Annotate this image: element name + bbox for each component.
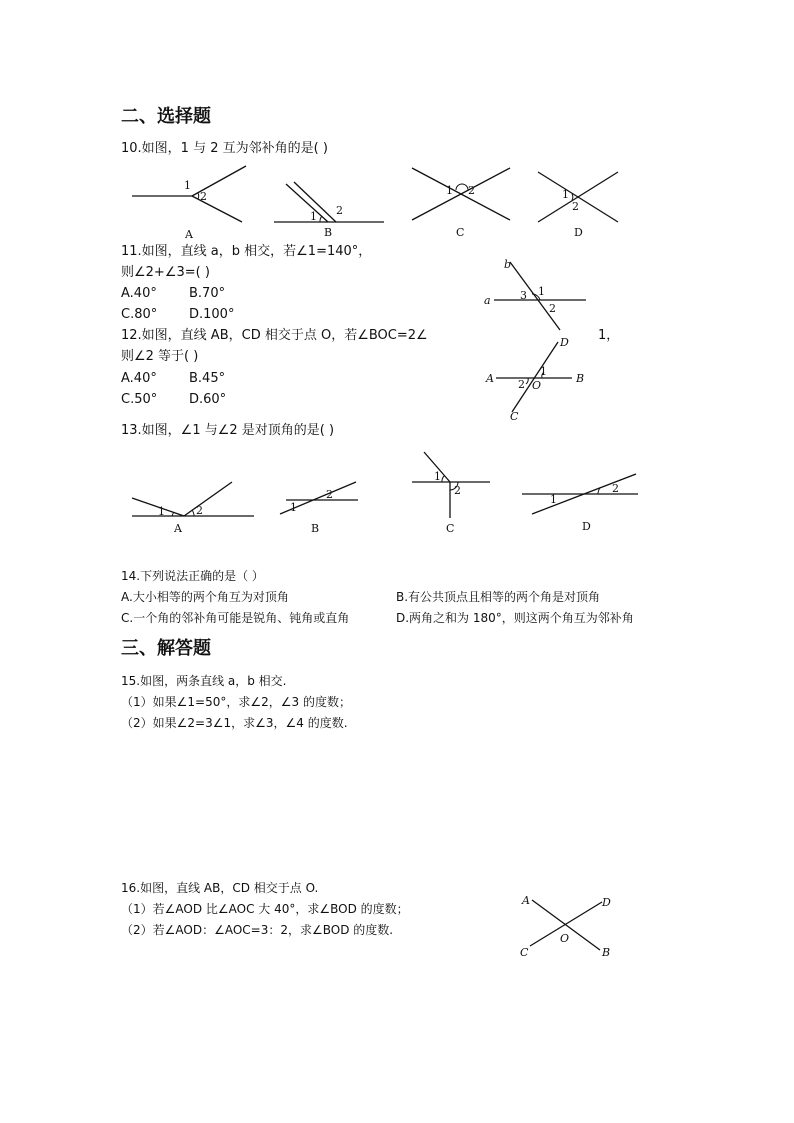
question-12-option-c: C.50° <box>121 392 158 407</box>
q13b-caption: B <box>311 522 320 535</box>
q13a-caption: A <box>174 522 182 535</box>
question-11-option-b: B.70° <box>189 286 226 301</box>
q16-label-d: D <box>602 896 611 909</box>
question-15-part1: （1）如果∠1=50°，求∠2，∠3 的度数； <box>121 695 351 709</box>
question-12-line1-tail: 1， <box>598 328 620 343</box>
question-15-text: 15.如图，两条直线 a，b 相交. <box>121 674 287 688</box>
question-12-line2: 则∠2 等于( ) <box>121 349 199 364</box>
question-12-line1: 12.如图，直线 AB，CD 相交于点 O，若∠BOC=2∠ <box>121 328 428 343</box>
q12-label-o: O <box>532 379 542 392</box>
q10-figure-d <box>534 170 624 240</box>
q11-label-3: 3 <box>520 289 527 302</box>
q10b-caption: B <box>324 226 333 239</box>
question-14-option-b: B.有公共顶点且相等的两个角是对顶角 <box>396 590 601 604</box>
question-11-option-c: C.80° <box>121 307 158 322</box>
q16-label-c: C <box>520 946 529 959</box>
question-11-line1: 11.如图，直线 a，b 相交，若∠1=140°， <box>121 244 372 259</box>
question-13-text: 13.如图，∠1 与∠2 是对顶角的是( ) <box>121 423 335 438</box>
q13d-label-1: 1 <box>550 493 557 506</box>
question-11-line2: 则∠2+∠3=( ) <box>121 265 210 280</box>
question-12-option-a: A.40° <box>121 371 157 386</box>
section-heading-answer: 三、解答题 <box>121 638 211 659</box>
q11-label-b: b <box>504 258 512 271</box>
question-14-option-c: C.一个角的邻补角可能是锐角、钝角或直角 <box>121 611 350 625</box>
q10c-caption: C <box>456 226 465 239</box>
q13a-label-2: 2 <box>196 504 203 517</box>
q10a-label-1: 1 <box>184 179 191 192</box>
q10b-label-1: 1 <box>310 210 317 223</box>
question-12-option-b: B.45° <box>189 371 226 386</box>
q13d-caption: D <box>582 520 591 533</box>
q12-figure <box>482 334 594 422</box>
q12-label-c: C <box>510 410 519 423</box>
q12-label-a: A <box>486 372 494 385</box>
q11-label-1: 1 <box>538 285 545 298</box>
question-15-part2: （2）如果∠2=3∠1，求∠3，∠4 的度数. <box>121 716 348 730</box>
q13c-label-2: 2 <box>454 484 461 497</box>
q10-figure-b <box>272 178 392 242</box>
q13-figure-b <box>274 478 364 536</box>
q13d-label-2: 2 <box>612 482 619 495</box>
q12-label-d: D <box>560 336 569 349</box>
q13c-label-1: 1 <box>434 470 441 483</box>
q16-label-b: B <box>602 946 611 959</box>
q13-figure-d <box>520 470 644 536</box>
q13-figure-a <box>128 478 258 536</box>
question-11-option-a: A.40° <box>121 286 157 301</box>
q16-label-o: O <box>560 932 570 945</box>
q13b-label-2: 2 <box>326 488 333 501</box>
q10-figure-a <box>130 162 250 242</box>
q10a-label-2: 2 <box>200 190 207 203</box>
section-heading-choice: 二、选择题 <box>121 106 211 127</box>
q10d-label-2: 2 <box>572 200 579 213</box>
q11-label-2: 2 <box>549 302 556 315</box>
question-16-part1: （1）若∠AOD 比∠AOC 大 40°，求∠BOD 的度数； <box>121 902 409 916</box>
q12-label-b: B <box>576 372 585 385</box>
q10b-label-2: 2 <box>336 204 343 217</box>
q16-label-a: A <box>522 894 530 907</box>
q13b-label-1: 1 <box>290 501 297 514</box>
q10d-caption: D <box>574 226 583 239</box>
q13-figure-c <box>410 448 494 536</box>
q13a-label-1: 1 <box>158 505 165 518</box>
q13c-caption: C <box>446 522 455 535</box>
question-14-option-d: D.两角之和为 180°，则这两个角互为邻补角 <box>396 611 634 625</box>
question-12-option-d: D.60° <box>189 392 227 407</box>
q11-label-a: a <box>484 294 491 307</box>
question-14-option-a: A.大小相等的两个角互为对顶角 <box>121 590 289 604</box>
q10c-label-1: 1 <box>446 184 453 197</box>
q10d-label-1: 1 <box>562 188 569 201</box>
q11-figure <box>482 254 592 332</box>
q16-figure <box>516 890 620 966</box>
question-10-text: 10.如图，1 与 2 互为邻补角的是( ) <box>121 141 328 156</box>
question-16-part2: （2）若∠AOD：∠AOC=3：2，求∠BOD 的度数. <box>121 923 394 937</box>
q12-label-1: 1 <box>540 365 547 378</box>
question-16-text: 16.如图，直线 AB，CD 相交于点 O. <box>121 881 319 895</box>
q10-figure-c <box>410 164 514 240</box>
q10a-caption: A <box>185 228 193 241</box>
question-11-option-d: D.100° <box>189 307 235 322</box>
q10c-label-2: 2 <box>468 184 475 197</box>
question-14-text: 14.下列说法正确的是（ ） <box>121 569 264 583</box>
q12-label-2: 2 <box>518 378 525 391</box>
